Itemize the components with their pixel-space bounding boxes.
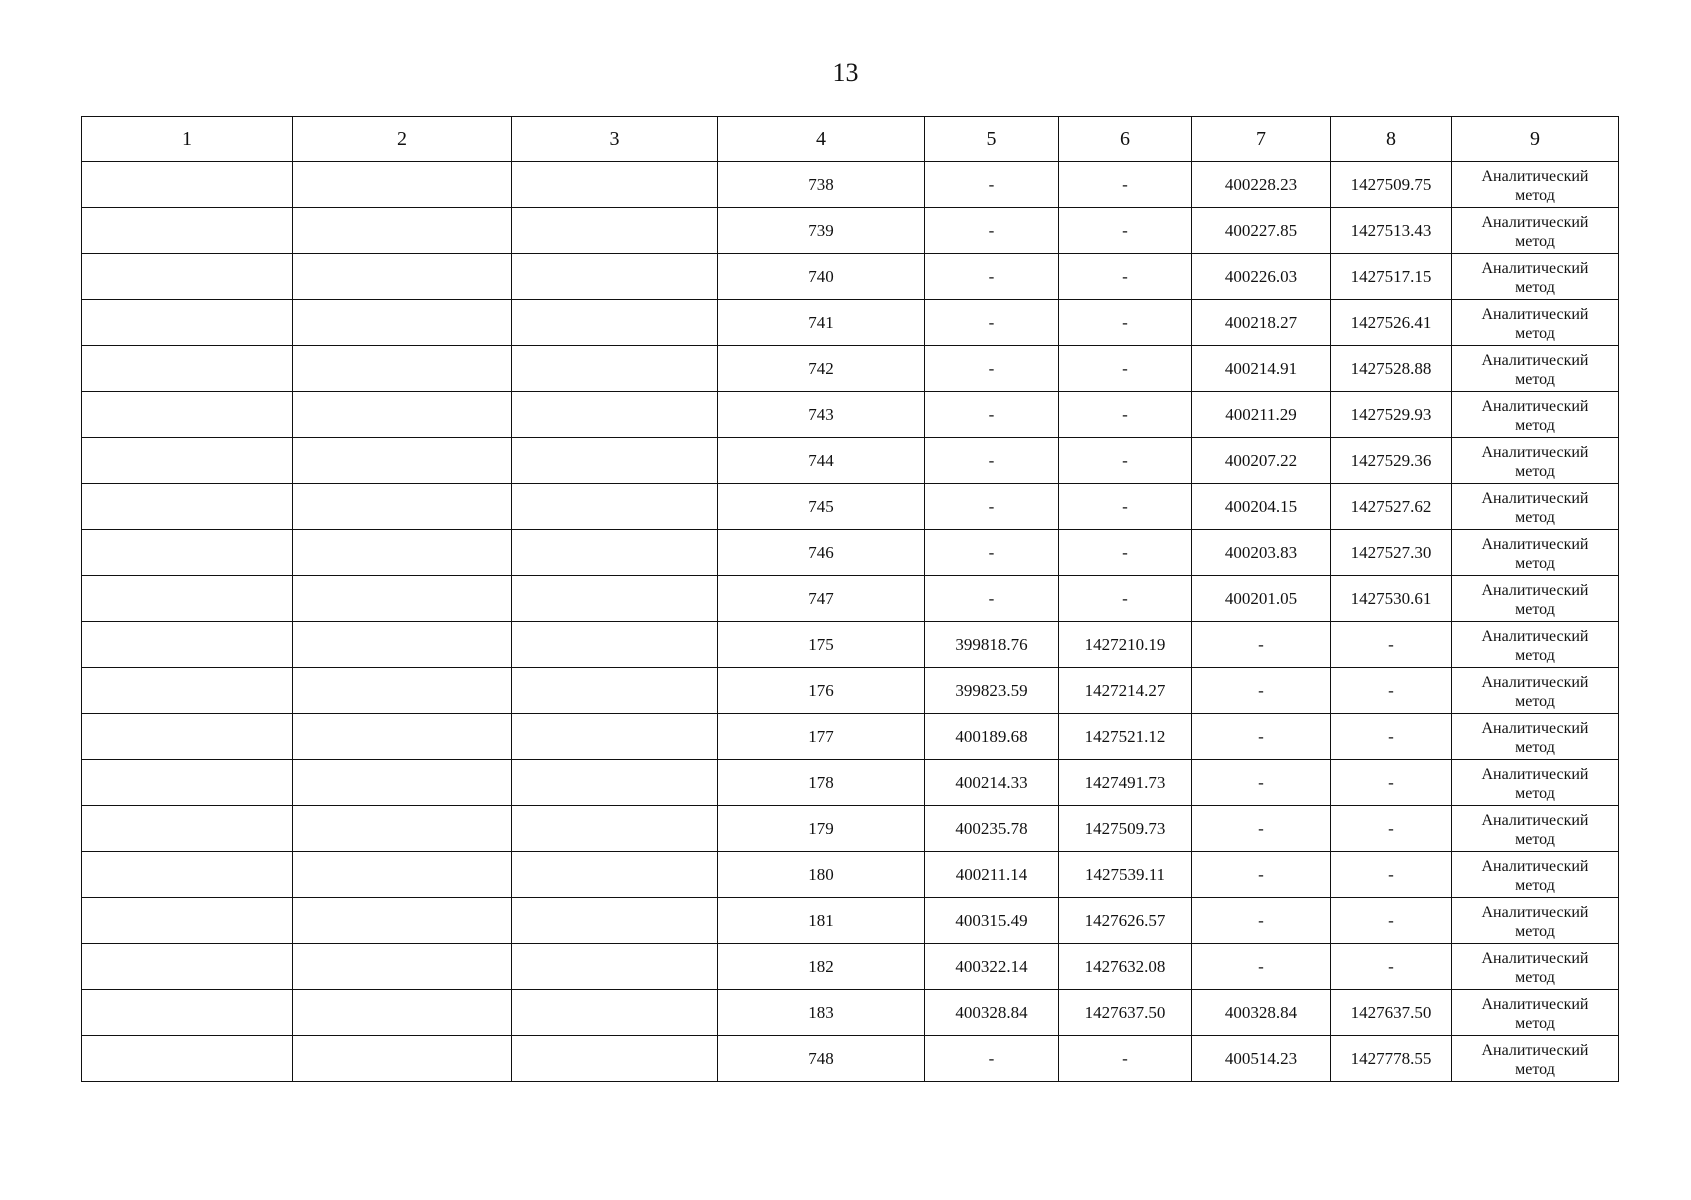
- cell-col-1: [82, 944, 293, 990]
- cell-col-9: [1452, 944, 1619, 990]
- cell-col-7: 400203.83: [1192, 530, 1331, 576]
- cell-col-1: [82, 254, 293, 300]
- cell-col-1: [82, 622, 293, 668]
- cell-col-4: 745: [718, 484, 925, 530]
- cell-col-4: 739: [718, 208, 925, 254]
- method-line-1: Аналитический: [1481, 489, 1589, 507]
- method-line-2: метод: [1515, 968, 1555, 986]
- cell-col-5: 400189.68: [925, 714, 1059, 760]
- method-line-2: метод: [1515, 232, 1555, 250]
- cell-col-9: [1452, 1036, 1619, 1082]
- cell-col-7: 400214.91: [1192, 346, 1331, 392]
- table-row: [82, 530, 1619, 576]
- cell-col-7: -: [1192, 668, 1331, 714]
- cell-col-2: [293, 806, 512, 852]
- method-line-1: Аналитический: [1481, 1041, 1589, 1059]
- cell-col-6: 1427210.19: [1059, 622, 1192, 668]
- cell-col-9: [1452, 714, 1619, 760]
- method-line-1: Аналитический: [1481, 857, 1589, 875]
- cell-col-4: 740: [718, 254, 925, 300]
- cell-col-7: -: [1192, 760, 1331, 806]
- cell-col-2: [293, 668, 512, 714]
- cell-col-2: [293, 254, 512, 300]
- cell-col-2: [293, 714, 512, 760]
- cell-col-6: 1427214.27: [1059, 668, 1192, 714]
- header-cell-4: 4: [718, 117, 925, 162]
- cell-col-1: [82, 990, 293, 1036]
- method-line-2: метод: [1515, 554, 1555, 572]
- cell-col-3: [512, 760, 718, 806]
- cell-col-6: -: [1059, 300, 1192, 346]
- table-row: [82, 806, 1619, 852]
- cell-col-1: [82, 760, 293, 806]
- cell-col-4: 741: [718, 300, 925, 346]
- method-line-1: Аналитический: [1481, 535, 1589, 553]
- cell-col-8: 1427509.75: [1331, 162, 1452, 208]
- cell-col-6: -: [1059, 208, 1192, 254]
- cell-col-2: [293, 484, 512, 530]
- table-row: [82, 714, 1619, 760]
- cell-col-4: 738: [718, 162, 925, 208]
- cell-col-3: [512, 622, 718, 668]
- method-line-2: метод: [1515, 186, 1555, 204]
- cell-col-8: 1427513.43: [1331, 208, 1452, 254]
- cell-col-5: -: [925, 392, 1059, 438]
- cell-col-8: -: [1331, 714, 1452, 760]
- cell-col-7: 400207.22: [1192, 438, 1331, 484]
- table-row: [82, 300, 1619, 346]
- cell-col-9: [1452, 300, 1619, 346]
- cell-col-3: [512, 852, 718, 898]
- cell-col-4: 181: [718, 898, 925, 944]
- cell-col-4: 183: [718, 990, 925, 1036]
- method-line-1: Аналитический: [1481, 903, 1589, 921]
- cell-col-7: -: [1192, 714, 1331, 760]
- page-number: 13: [832, 58, 859, 87]
- cell-col-6: 1427626.57: [1059, 898, 1192, 944]
- cell-col-2: [293, 576, 512, 622]
- cell-col-9: [1452, 898, 1619, 944]
- cell-col-5: -: [925, 254, 1059, 300]
- cell-col-4: 177: [718, 714, 925, 760]
- cell-col-3: [512, 714, 718, 760]
- cell-col-2: [293, 852, 512, 898]
- cell-col-6: -: [1059, 438, 1192, 484]
- cell-col-9: [1452, 392, 1619, 438]
- header-cell-7: 7: [1192, 117, 1331, 162]
- cell-col-1: [82, 162, 293, 208]
- coordinates-table: [81, 116, 1619, 1082]
- cell-col-9: [1452, 668, 1619, 714]
- cell-col-3: [512, 208, 718, 254]
- cell-col-9: [1452, 622, 1619, 668]
- table-row: [82, 162, 1619, 208]
- header-cell-5: 5: [925, 117, 1059, 162]
- method-line-2: метод: [1515, 508, 1555, 526]
- cell-col-9: [1452, 484, 1619, 530]
- cell-col-7: -: [1192, 852, 1331, 898]
- cell-col-2: [293, 760, 512, 806]
- method-line-1: Аналитический: [1481, 949, 1589, 967]
- cell-col-3: [512, 806, 718, 852]
- table-row: [82, 208, 1619, 254]
- cell-col-5: -: [925, 162, 1059, 208]
- cell-col-7: 400228.23: [1192, 162, 1331, 208]
- cell-col-2: [293, 300, 512, 346]
- cell-col-2: [293, 1036, 512, 1082]
- cell-col-7: 400514.23: [1192, 1036, 1331, 1082]
- cell-col-8: -: [1331, 668, 1452, 714]
- cell-col-9: [1452, 438, 1619, 484]
- cell-col-2: [293, 392, 512, 438]
- cell-col-7: 400328.84: [1192, 990, 1331, 1036]
- cell-col-7: 400226.03: [1192, 254, 1331, 300]
- table-row: [82, 1036, 1619, 1082]
- method-line-1: Аналитический: [1481, 581, 1589, 599]
- method-line-2: метод: [1515, 830, 1555, 848]
- cell-col-1: [82, 392, 293, 438]
- cell-col-3: [512, 576, 718, 622]
- cell-col-5: -: [925, 484, 1059, 530]
- table-row: [82, 484, 1619, 530]
- cell-col-1: [82, 576, 293, 622]
- cell-col-1: [82, 484, 293, 530]
- method-line-2: метод: [1515, 876, 1555, 894]
- cell-col-3: [512, 392, 718, 438]
- cell-col-6: -: [1059, 484, 1192, 530]
- cell-col-5: 400322.14: [925, 944, 1059, 990]
- cell-col-4: 175: [718, 622, 925, 668]
- header-cell-8: 8: [1331, 117, 1452, 162]
- cell-col-2: [293, 162, 512, 208]
- method-line-2: метод: [1515, 462, 1555, 480]
- method-line-2: метод: [1515, 646, 1555, 664]
- cell-col-4: 743: [718, 392, 925, 438]
- cell-col-3: [512, 300, 718, 346]
- method-line-2: метод: [1515, 416, 1555, 434]
- cell-col-9: [1452, 760, 1619, 806]
- cell-col-5: 400315.49: [925, 898, 1059, 944]
- cell-col-2: [293, 346, 512, 392]
- cell-col-8: 1427778.55: [1331, 1036, 1452, 1082]
- header-cell-1: 1: [82, 117, 293, 162]
- cell-col-5: 399818.76: [925, 622, 1059, 668]
- cell-col-7: 400211.29: [1192, 392, 1331, 438]
- method-line-2: метод: [1515, 278, 1555, 296]
- table-row: [82, 346, 1619, 392]
- cell-col-5: 400211.14: [925, 852, 1059, 898]
- method-line-2: метод: [1515, 1014, 1555, 1032]
- method-line-1: Аналитический: [1481, 305, 1589, 323]
- method-line-2: метод: [1515, 922, 1555, 940]
- cell-col-6: 1427632.08: [1059, 944, 1192, 990]
- cell-col-1: [82, 714, 293, 760]
- cell-col-6: 1427521.12: [1059, 714, 1192, 760]
- cell-col-9: [1452, 346, 1619, 392]
- cell-col-8: 1427527.62: [1331, 484, 1452, 530]
- cell-col-8: -: [1331, 622, 1452, 668]
- cell-col-6: -: [1059, 530, 1192, 576]
- cell-col-6: 1427637.50: [1059, 990, 1192, 1036]
- method-line-1: Аналитический: [1481, 351, 1589, 369]
- cell-col-9: [1452, 576, 1619, 622]
- header-cell-9: 9: [1452, 117, 1619, 162]
- header-cell-6: 6: [1059, 117, 1192, 162]
- cell-col-1: [82, 898, 293, 944]
- cell-col-3: [512, 346, 718, 392]
- cell-col-3: [512, 944, 718, 990]
- cell-col-1: [82, 438, 293, 484]
- cell-col-8: -: [1331, 898, 1452, 944]
- cell-col-4: 742: [718, 346, 925, 392]
- table-row: [82, 668, 1619, 714]
- cell-col-4: 746: [718, 530, 925, 576]
- method-line-2: метод: [1515, 600, 1555, 618]
- cell-col-9: [1452, 806, 1619, 852]
- table-row: [82, 622, 1619, 668]
- table-body: [82, 162, 1619, 1082]
- cell-col-7: -: [1192, 622, 1331, 668]
- method-line-1: Аналитический: [1481, 167, 1589, 185]
- cell-col-3: [512, 1036, 718, 1082]
- cell-col-6: -: [1059, 162, 1192, 208]
- cell-col-2: [293, 898, 512, 944]
- cell-col-4: 744: [718, 438, 925, 484]
- table-row: [82, 852, 1619, 898]
- cell-col-4: 748: [718, 1036, 925, 1082]
- cell-col-6: 1427491.73: [1059, 760, 1192, 806]
- cell-col-5: 400235.78: [925, 806, 1059, 852]
- cell-col-3: [512, 668, 718, 714]
- method-line-2: метод: [1515, 784, 1555, 802]
- method-line-1: Аналитический: [1481, 995, 1589, 1013]
- cell-col-4: 176: [718, 668, 925, 714]
- cell-col-3: [512, 162, 718, 208]
- cell-col-7: -: [1192, 898, 1331, 944]
- cell-col-1: [82, 806, 293, 852]
- cell-col-8: 1427528.88: [1331, 346, 1452, 392]
- cell-col-6: -: [1059, 1036, 1192, 1082]
- method-line-1: Аналитический: [1481, 627, 1589, 645]
- cell-col-8: 1427529.36: [1331, 438, 1452, 484]
- cell-col-9: [1452, 852, 1619, 898]
- cell-col-4: 747: [718, 576, 925, 622]
- cell-col-2: [293, 990, 512, 1036]
- cell-col-5: -: [925, 208, 1059, 254]
- method-line-1: Аналитический: [1481, 259, 1589, 277]
- cell-col-9: [1452, 530, 1619, 576]
- cell-col-8: -: [1331, 852, 1452, 898]
- cell-col-1: [82, 300, 293, 346]
- cell-col-6: -: [1059, 254, 1192, 300]
- cell-col-3: [512, 438, 718, 484]
- cell-col-9: [1452, 162, 1619, 208]
- cell-col-5: 399823.59: [925, 668, 1059, 714]
- table-row: [82, 760, 1619, 806]
- method-line-1: Аналитический: [1481, 673, 1589, 691]
- method-line-1: Аналитический: [1481, 719, 1589, 737]
- cell-col-1: [82, 668, 293, 714]
- cell-col-3: [512, 530, 718, 576]
- cell-col-6: -: [1059, 346, 1192, 392]
- cell-col-7: -: [1192, 806, 1331, 852]
- cell-col-2: [293, 622, 512, 668]
- cell-col-8: 1427529.93: [1331, 392, 1452, 438]
- method-line-2: метод: [1515, 324, 1555, 342]
- cell-col-3: [512, 484, 718, 530]
- table-row: [82, 254, 1619, 300]
- method-line-1: Аналитический: [1481, 765, 1589, 783]
- cell-col-6: -: [1059, 576, 1192, 622]
- cell-col-3: [512, 990, 718, 1036]
- cell-col-4: 180: [718, 852, 925, 898]
- cell-col-8: 1427527.30: [1331, 530, 1452, 576]
- cell-col-8: -: [1331, 760, 1452, 806]
- cell-col-5: 400214.33: [925, 760, 1059, 806]
- method-line-2: метод: [1515, 692, 1555, 710]
- cell-col-8: -: [1331, 806, 1452, 852]
- header-cell-2: 2: [293, 117, 512, 162]
- cell-col-7: 400201.05: [1192, 576, 1331, 622]
- method-line-1: Аналитический: [1481, 397, 1589, 415]
- cell-col-8: 1427637.50: [1331, 990, 1452, 1036]
- cell-col-3: [512, 254, 718, 300]
- cell-col-1: [82, 208, 293, 254]
- cell-col-9: [1452, 254, 1619, 300]
- method-line-2: метод: [1515, 370, 1555, 388]
- cell-col-1: [82, 530, 293, 576]
- table-row: [82, 392, 1619, 438]
- cell-col-9: [1452, 208, 1619, 254]
- cell-col-5: -: [925, 438, 1059, 484]
- cell-col-8: -: [1331, 944, 1452, 990]
- cell-col-4: 178: [718, 760, 925, 806]
- table-row: [82, 438, 1619, 484]
- cell-col-8: 1427517.15: [1331, 254, 1452, 300]
- table-row: [82, 576, 1619, 622]
- cell-col-7: 400218.27: [1192, 300, 1331, 346]
- cell-col-7: -: [1192, 944, 1331, 990]
- cell-col-4: 179: [718, 806, 925, 852]
- cell-col-5: -: [925, 346, 1059, 392]
- cell-col-6: -: [1059, 392, 1192, 438]
- cell-col-8: 1427530.61: [1331, 576, 1452, 622]
- cell-col-7: 400227.85: [1192, 208, 1331, 254]
- method-line-2: метод: [1515, 738, 1555, 756]
- cell-col-5: -: [925, 530, 1059, 576]
- method-line-1: Аналитический: [1481, 443, 1589, 461]
- cell-col-1: [82, 1036, 293, 1082]
- method-line-1: Аналитический: [1481, 811, 1589, 829]
- cell-col-1: [82, 852, 293, 898]
- cell-col-8: 1427526.41: [1331, 300, 1452, 346]
- cell-col-9: [1452, 990, 1619, 1036]
- header-cell-3: 3: [512, 117, 718, 162]
- cell-col-5: -: [925, 300, 1059, 346]
- method-line-2: метод: [1515, 1060, 1555, 1078]
- cell-col-3: [512, 898, 718, 944]
- cell-col-5: 400328.84: [925, 990, 1059, 1036]
- table-row: [82, 898, 1619, 944]
- table-row: [82, 944, 1619, 990]
- cell-col-2: [293, 530, 512, 576]
- method-line-1: Аналитический: [1481, 213, 1589, 231]
- cell-col-5: -: [925, 576, 1059, 622]
- cell-col-4: 182: [718, 944, 925, 990]
- table-row: [82, 990, 1619, 1036]
- cell-col-2: [293, 944, 512, 990]
- cell-col-2: [293, 208, 512, 254]
- cell-col-6: 1427539.11: [1059, 852, 1192, 898]
- cell-col-5: -: [925, 1036, 1059, 1082]
- cell-col-6: 1427509.73: [1059, 806, 1192, 852]
- header-row: [82, 117, 1619, 162]
- cell-col-7: 400204.15: [1192, 484, 1331, 530]
- cell-col-1: [82, 346, 293, 392]
- cell-col-2: [293, 438, 512, 484]
